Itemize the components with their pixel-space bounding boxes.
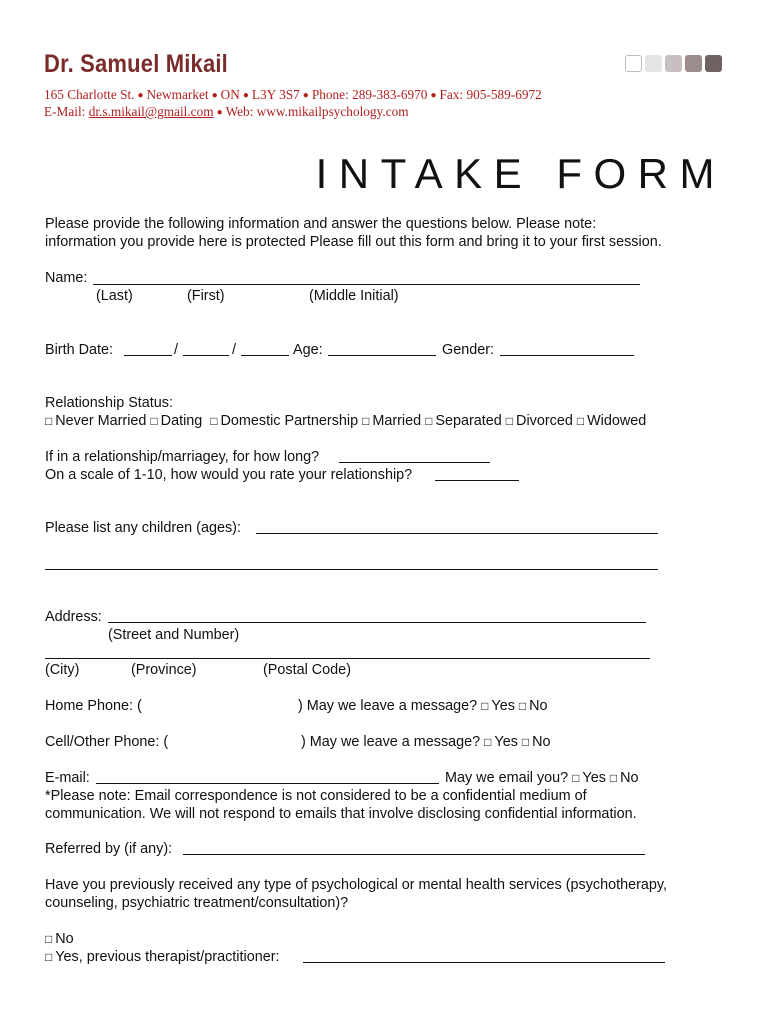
may-email-label: May we email you? — [445, 770, 569, 786]
web-text: Web: www.mikailpsychology.com — [225, 104, 409, 119]
date-slash: / — [232, 342, 236, 358]
intro-line-2: information you provide here is protected Please fill out this form and bring it to your first session. — [45, 234, 662, 250]
checkbox-home-message-yes[interactable]: □ — [481, 699, 489, 713]
how-long-label: If in a relationship/marriagey, for how long? — [45, 449, 320, 465]
rate-label: On a scale of 1-10, how would you rate your relationship? — [45, 467, 413, 483]
option-label: Divorced — [516, 413, 573, 429]
birth-year-field[interactable] — [241, 355, 289, 356]
yes-label: Yes — [494, 734, 518, 750]
checkbox-services-yes[interactable]: □ — [45, 950, 53, 964]
checkbox-cell-message-no[interactable]: □ — [521, 735, 530, 749]
email-link[interactable]: dr.s.mikail@gmail.com — [88, 104, 214, 119]
postal-text: L3Y 3S7 — [251, 87, 300, 102]
city-label: (City) — [45, 662, 80, 678]
province-label: (Province) — [131, 662, 197, 678]
checkbox-divorced[interactable]: □ — [505, 414, 514, 428]
name-middle-label: (Middle Initial) — [309, 288, 399, 304]
name-field[interactable] — [93, 284, 640, 285]
birth-month-field[interactable] — [124, 355, 172, 356]
services-yes-label: Yes, previous therapist/practitioner: — [55, 949, 280, 965]
cell-message-question — [301, 733, 551, 751]
may-email-question — [445, 769, 639, 787]
checkbox-email-yes[interactable]: □ — [572, 771, 580, 785]
checkbox-services-no[interactable]: □ — [45, 932, 53, 946]
checkbox-cell-message-yes[interactable]: □ — [484, 735, 492, 749]
checkbox-never-married[interactable]: □ — [45, 414, 53, 428]
phone-text: Phone: 289-383-6970 — [311, 87, 428, 102]
gender-label: Gender: — [442, 342, 494, 358]
checkbox-married[interactable]: □ — [362, 414, 370, 428]
referred-field[interactable] — [183, 854, 645, 855]
name-label: Name: — [45, 270, 88, 286]
age-field[interactable] — [328, 355, 436, 356]
services-question-line-2: counseling, psychiatric treatment/consultation)? — [45, 895, 349, 911]
date-slash: / — [174, 342, 178, 358]
services-no-option — [45, 930, 74, 948]
bullet-icon: ● — [430, 90, 437, 101]
leave-message-label: ) May we leave a message? — [301, 734, 481, 750]
logo-square — [685, 55, 702, 72]
checkbox-separated[interactable]: □ — [425, 414, 433, 428]
address-label: Address: — [45, 609, 102, 625]
intro-line-1: Please provide the following information and answer the questions below. Please note: — [45, 216, 597, 232]
rate-field[interactable] — [435, 480, 519, 481]
form-title: INTAKE FORM — [315, 150, 726, 197]
email-field-label: E-mail: — [45, 770, 90, 786]
name-last-label: (Last) — [96, 288, 133, 304]
gender-field[interactable] — [500, 355, 634, 356]
email-label: E-Mail: — [44, 104, 86, 119]
province-text: ON — [220, 87, 240, 102]
email-note-line-2: communication. We will not respond to emails that involve disclosing confidential information. — [45, 806, 637, 822]
no-label: No — [529, 698, 548, 714]
yes-label: Yes — [582, 770, 606, 786]
home-message-question — [298, 697, 548, 715]
services-question-line-1: Have you previously received any type of psychological or mental health services (psychotherapy, — [45, 877, 668, 893]
contact-line-1 — [44, 87, 542, 103]
option-label: Separated — [435, 413, 502, 429]
no-label: No — [532, 734, 551, 750]
email-field[interactable] — [96, 783, 439, 784]
children-label: Please list any children (ages): — [45, 520, 241, 536]
checkbox-home-message-no[interactable]: □ — [518, 699, 527, 713]
bullet-icon: ● — [137, 90, 144, 101]
referred-label: Referred by (if any): — [45, 841, 173, 857]
bullet-icon: ● — [242, 90, 249, 101]
option-label: Domestic Partnership — [220, 413, 359, 429]
checkbox-email-no[interactable]: □ — [609, 771, 618, 785]
relationship-label: Relationship Status: — [45, 395, 173, 411]
option-label: Dating — [160, 413, 203, 429]
contact-line-2 — [44, 104, 409, 120]
services-no-label: No — [55, 931, 74, 947]
bullet-icon: ● — [211, 90, 218, 101]
name-first-label: (First) — [187, 288, 225, 304]
birth-day-field[interactable] — [183, 355, 229, 356]
logo-squares — [625, 55, 722, 72]
option-label: Married — [372, 413, 422, 429]
logo-square — [625, 55, 642, 72]
relationship-options — [45, 412, 646, 430]
checkbox-widowed[interactable]: □ — [576, 414, 585, 428]
postal-code-label: (Postal Code) — [263, 662, 351, 678]
birth-date-label: Birth Date: — [45, 342, 113, 358]
checkbox-domestic-partnership[interactable]: □ — [210, 414, 218, 428]
services-yes-option — [45, 948, 280, 966]
logo-square — [665, 55, 682, 72]
age-label: Age: — [293, 342, 323, 358]
email-note-line-1: *Please note: Email correspondence is not considered to be a confidential medium of — [45, 788, 587, 804]
bullet-icon: ● — [302, 90, 309, 101]
home-phone-label: Home Phone: ( — [45, 698, 142, 714]
option-label: Never Married — [55, 413, 147, 429]
bullet-icon: ● — [216, 107, 223, 118]
logo-square — [705, 55, 722, 72]
children-field-line-2[interactable] — [45, 569, 658, 570]
address-text: 165 Charlotte St. — [44, 87, 135, 102]
no-label: No — [620, 770, 639, 786]
previous-therapist-field[interactable] — [303, 962, 665, 963]
leave-message-label: ) May we leave a message? — [298, 698, 478, 714]
how-long-field[interactable] — [339, 462, 490, 463]
address-street-field[interactable] — [108, 622, 646, 623]
logo-square — [645, 55, 662, 72]
doctor-name: Dr. Samuel Mikail — [44, 50, 228, 78]
children-field[interactable] — [256, 533, 658, 534]
fax-text: Fax: 905-589-6972 — [439, 87, 542, 102]
option-label: Widowed — [587, 413, 647, 429]
street-number-label: (Street and Number) — [108, 627, 240, 643]
yes-label: Yes — [491, 698, 515, 714]
address-city-field[interactable] — [45, 658, 650, 659]
checkbox-dating[interactable]: □ — [150, 414, 158, 428]
cell-phone-label: Cell/Other Phone: ( — [45, 734, 169, 750]
city-text: Newmarket — [146, 87, 209, 102]
